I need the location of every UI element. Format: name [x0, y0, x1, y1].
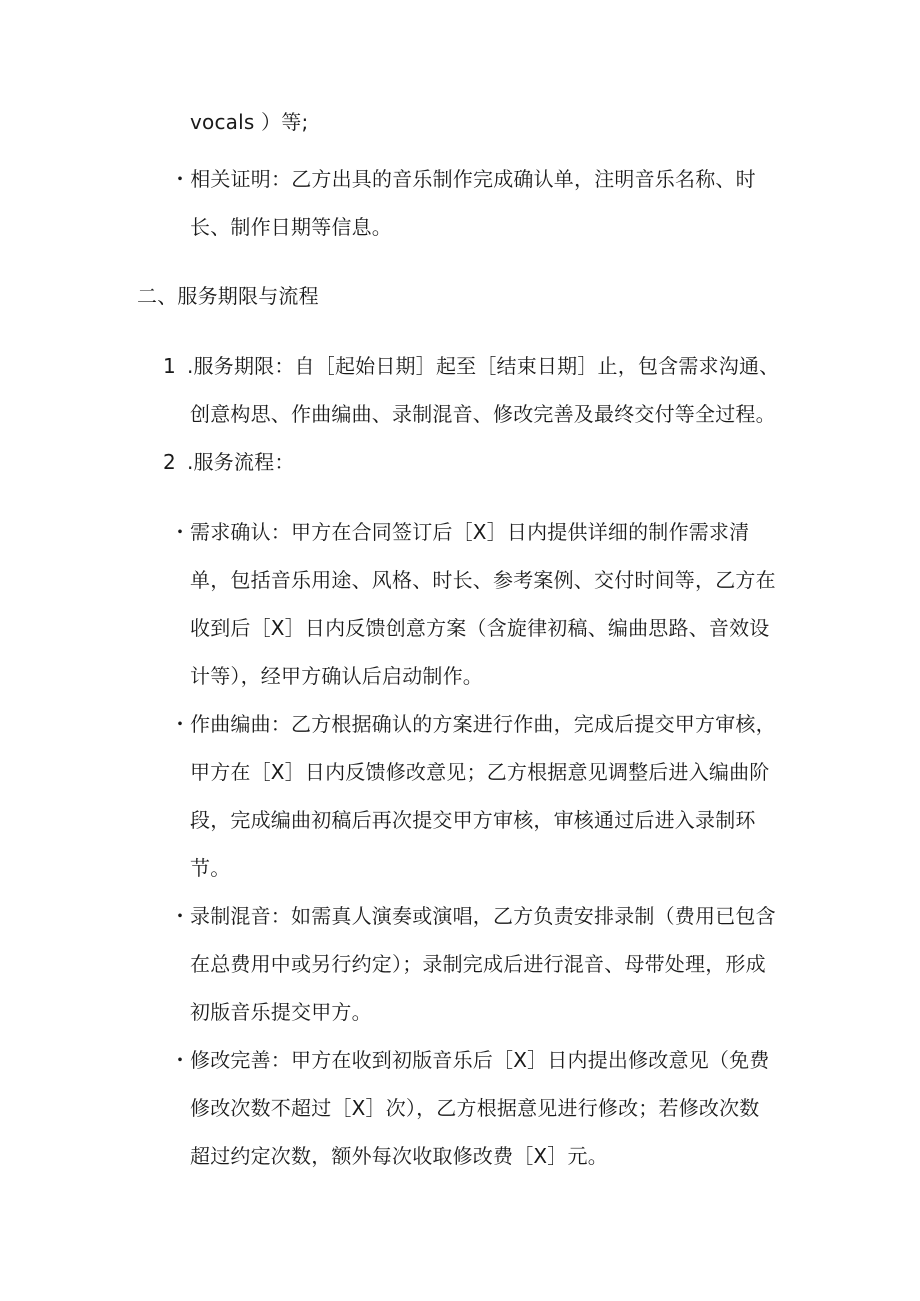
bullet-icon: ・ [170, 1048, 191, 1072]
text-line-service-period: .服务期限：自［起始日期］起至［结束日期］止，包含需求沟通、 [187, 354, 780, 378]
section-heading: 二、服务期限与流程 [137, 284, 319, 308]
list-number: 1 [163, 354, 176, 378]
text-line: 录制混音：如需真人演奏或演唱，乙方负责安排录制（费用已包含 [190, 904, 776, 928]
text-line: 作曲编曲：乙方根据确认的方案进行作曲，完成后提交甲方审核， [190, 712, 776, 736]
text-line: 在总费用中或另行约定）；录制完成后进行混音、母带处理，形成 [190, 952, 766, 976]
text-line: 单，包括音乐用途、风格、时长、参考案例、交付时间等，乙方在 [190, 568, 776, 592]
text-line: 初版音乐提交甲方。 [190, 1000, 372, 1024]
bullet-icon: ・ [170, 520, 191, 544]
text-line-proof: ・相关证明：乙方出具的音乐制作完成确认单，注明音乐名称、时 [170, 167, 756, 191]
text-line-service-period-cont: 创意构思、作曲编曲、录制混音、修改完善及最终交付等全过程。 [190, 402, 776, 426]
bullet-icon: ・ [170, 904, 191, 928]
text-line: 甲方在［X］日内反馈修改意见；乙方根据意见调整后进入编曲阶 [190, 760, 770, 784]
list-number: 2 [163, 450, 176, 474]
bullet-icon: ・ [170, 712, 191, 736]
text-line: 节。 [190, 856, 231, 880]
text-line: 收到后［X］日内反馈创意方案（含旋律初稿、编曲思路、音效设 [190, 616, 770, 640]
text-line: 段，完成编曲初稿后再次提交甲方审核，审核通过后进入录制环 [190, 808, 756, 832]
text-line-vocals: vocals ）等; [190, 110, 309, 134]
text-line-service-flow: .服务流程： [187, 450, 295, 474]
text-line: 修改次数不超过［X］次），乙方根据意见进行修改；若修改次数 [190, 1096, 760, 1120]
text-line: 需求确认：甲方在合同签订后［X］日内提供详细的制作需求清 [190, 520, 750, 544]
text-line: 超过约定次数，额外每次收取修改费［X］元。 [190, 1144, 608, 1168]
text-line-proof-cont: 长、制作日期等信息。 [190, 215, 392, 239]
text-line: 修改完善：甲方在收到初版音乐后［X］日内提出修改意见（免费 [190, 1048, 770, 1072]
text-line: 计等），经甲方确认后启动制作。 [190, 664, 483, 688]
